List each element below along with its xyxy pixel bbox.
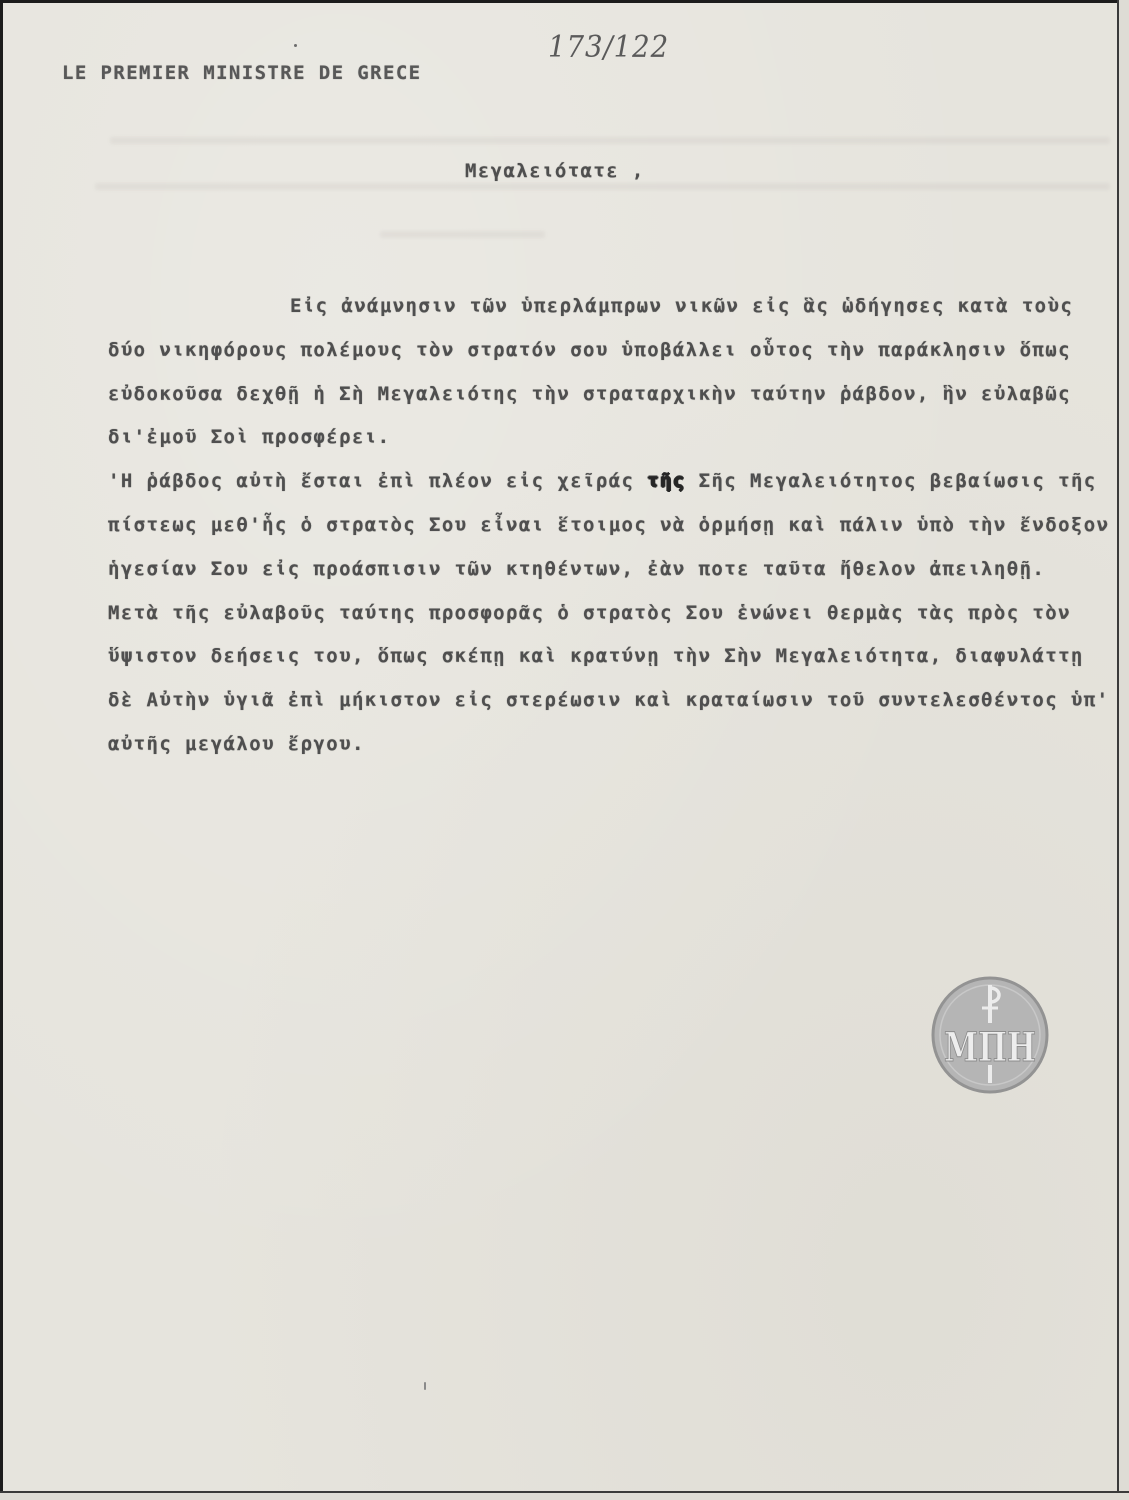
body-line: εὐδοκοῦσα δεχθῇ ἡ Σὴ Μεγαλειότης τὴν στραταρχικὴν ταύτην ῥάβδον, ἣν εὐλαβῶς — [108, 382, 1071, 405]
letter-body — [108, 285, 1118, 767]
body-line: Εἰς ἀνάμνησιν τῶν ὑπερλάμπρων νικῶν εἰς ἃς ὡδήγησες κατὰ τοὺς — [290, 295, 1074, 317]
body-line: αὐτῆς μεγάλου ἔργου. — [108, 732, 365, 755]
stamp-monogram: ΜΠΗ — [944, 1024, 1036, 1071]
bleed-through-mark — [95, 183, 1110, 190]
body-line: δι'ἐμοῦ Σοὶ προσφέρει. — [108, 426, 391, 449]
letterhead: LE PREMIER MINISTRE DE GRECE — [62, 62, 422, 84]
scan-margin-right — [1119, 0, 1129, 1500]
body-line-text: 'Η ῥάβδος αὐτὴ ἔσται ἐπὶ πλέον εἰς χεῖράς — [108, 470, 648, 493]
body-line: ὕψιστον δεήσεις του, ὅπως σκέπῃ καὶ κρατύνῃ τὴν Σὴν Μεγαλειότητα, διαφυλάττῃ — [108, 645, 1084, 668]
body-line — [108, 460, 1118, 504]
overtyped-word: τῆς — [647, 470, 686, 493]
scan-edge-left — [0, 0, 3, 1500]
handwritten-reference-number: 173/122 — [548, 30, 670, 65]
ink-speck — [294, 44, 297, 47]
ink-speck — [424, 1382, 426, 1390]
archive-stamp — [930, 975, 1050, 1095]
body-line: Μετὰ τῆς εὐλαβοῦς ταύτης προσφορᾶς ὁ στρατὸς Σου ἑνώνει θερμὰς τὰς πρὸς τὸν — [108, 601, 1071, 624]
body-line-text: Σῆς Μεγαλειότητος βεβαίωσις τῆς — [685, 470, 1097, 493]
scan-edge-bottom — [0, 1491, 1129, 1493]
body-line: ἡγεσίαν Σου εἰς προάσπισιν τῶν κτηθέντων, ἐὰν ποτε ταῦτα ἤθελον ἀπειληθῇ. — [108, 557, 1046, 580]
bleed-through-mark — [380, 231, 545, 238]
scan-edge-top — [0, 0, 1129, 3]
salutation: Μεγαλειότατε , — [465, 160, 645, 182]
body-line: πίστεως μεθ'ἧς ὁ στρατὸς Σου εἶναι ἕτοιμος νὰ ὁρμήσῃ καὶ πάλιν ὑπὸ τὴν ἔνδοξον — [108, 513, 1110, 536]
bleed-through-mark — [110, 137, 1110, 144]
body-line: δὲ Αὐτὴν ὑγιᾶ ἐπὶ μήκιστον εἰς στερέωσιν καὶ κραταίωσιν τοῦ συντελεσθέντος ὑπ' — [108, 689, 1110, 712]
body-line: δύο νικηφόρους πολέμους τὸν στρατόν σου ὑποβάλλει οὗτος τὴν παράκλησιν ὅπως — [108, 338, 1071, 361]
scan-margin-bottom — [0, 1493, 1129, 1500]
